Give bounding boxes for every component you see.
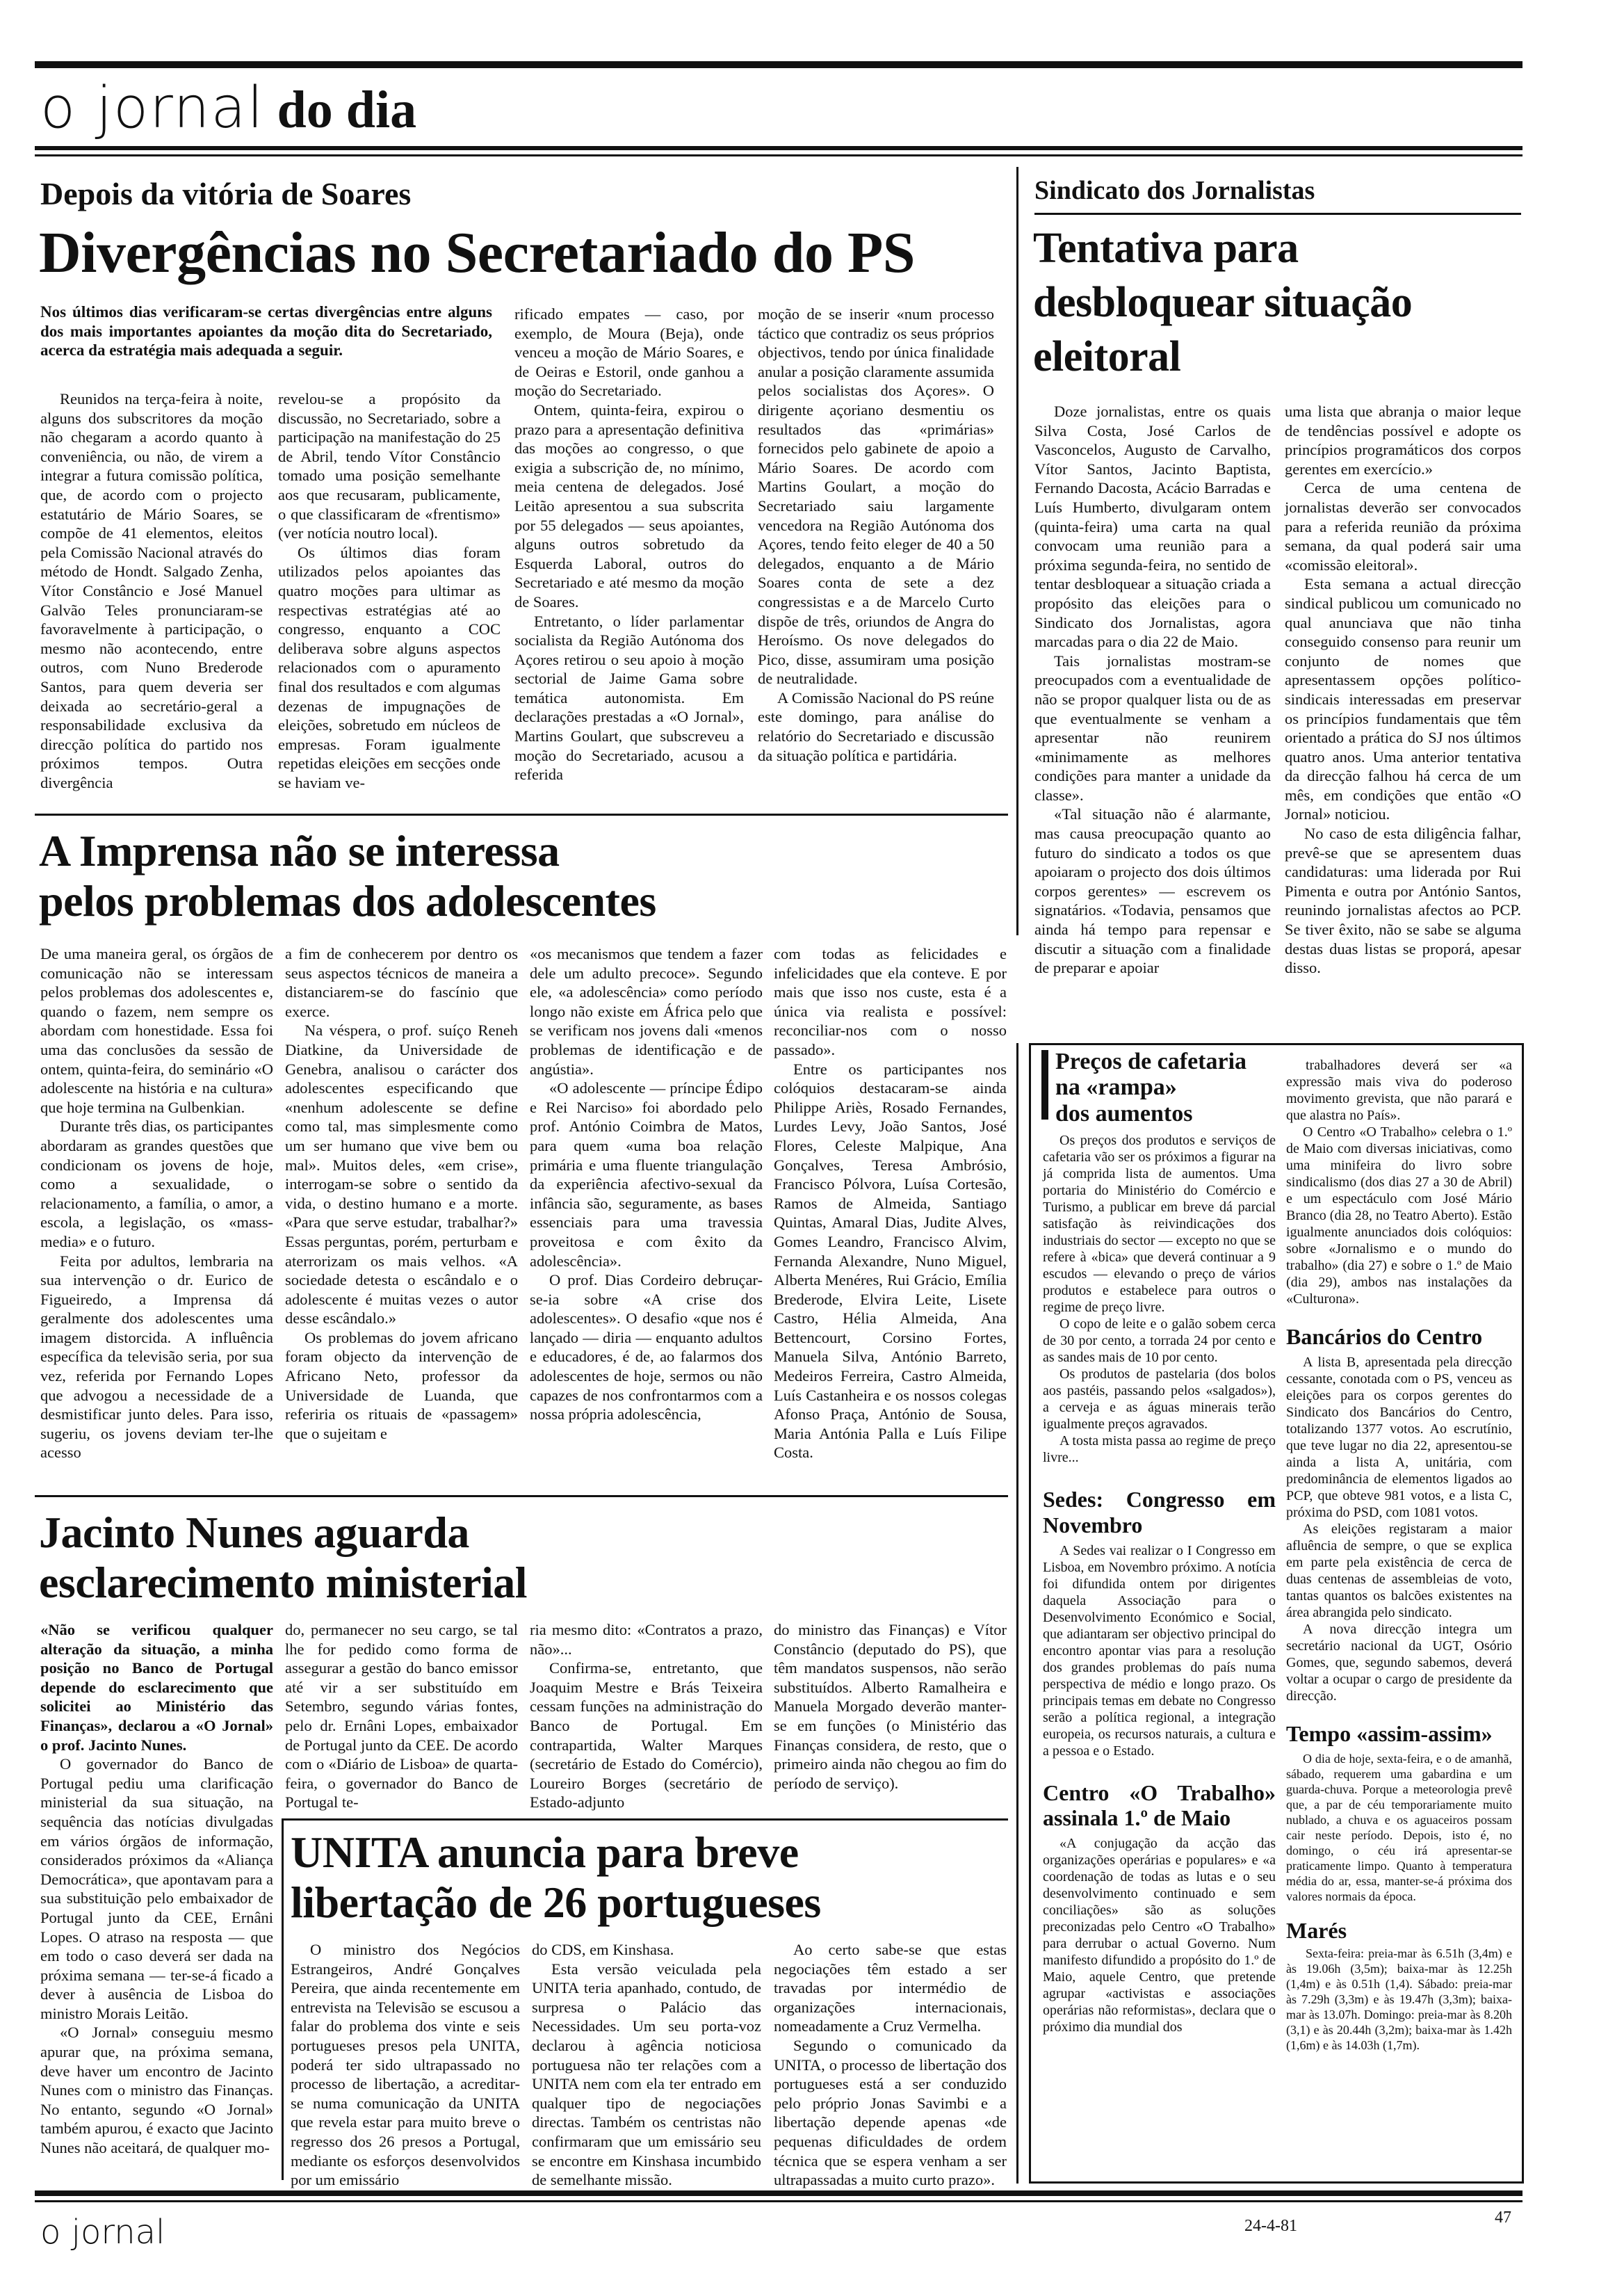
art4-col3	[530, 1620, 763, 1812]
art5-col1	[291, 1940, 520, 2190]
art5-headline-line1: UNITA anuncia para breve	[291, 1827, 799, 1877]
mares-paragraph: Sexta-feira: preia-mar às 6.51h (3,4m) e às 19.06h (3,5m); baixa-mar às 12.25h (1,4m) e às 0.51h (1,4). Sábado: preia-mar às 7.29h (3,3m) e às 19.47h (3,3m); baixa-mar às 13.07h. Domingo: preia-mar às 8.20h (3,1) e às 20.44h (3,2m); baixa-mar às 1.42h (1,6m) e às 14.03h (1,7m).	[1286, 1946, 1512, 2053]
bancarios-paragraph: As eleições registaram a maior afluência de sempre, o que se explica em parte pela existência de cerca de duas centenas de assembleias de voto, tantas quantos os balcões existentes na área abrangida pelo sindicato.	[1286, 1521, 1512, 1620]
footer-rule	[35, 2190, 1522, 2196]
separator	[35, 1495, 1008, 1497]
art1-kicker: Depois da vitória de Soares	[40, 176, 412, 211]
art5-paragraph: Segundo o comunicado da UNITA, o processo de libertação dos portugueses está a ser conduzido pelo próprio Jonas Savimbi e a libertação depende apenas «de pequenas dificuldades de ordem técnica que se espera venham a ser ultrapassadas a muito curto prazo».	[774, 2036, 1007, 2189]
art3-col4	[774, 944, 1007, 1462]
masthead-logo: o jornal	[40, 75, 265, 141]
art3-paragraph: De uma maneira geral, os órgãos de comunicação não se interessam pelos problemas dos adolescentes e, quando o fazem, nem sempre os abordam com honestidade. Essa foi uma das conclusões da sessão de ontem, quinta-feira, do seminário «O adolescente na história e na cultura» que hoje termina na Gulbenkian.	[40, 945, 273, 1116]
art5-col3	[774, 1940, 1007, 2190]
art3-col1	[40, 944, 273, 1462]
art4-lead: «Não se verificou qualquer alteração da situação, a minha posição no Banco de Portugal depende do esclarecimento que solicitei ao Ministério das Finanças», declarou a «O Jornal» o prof. Jacinto Nunes.	[40, 1621, 273, 1754]
art3-paragraph: O prof. Dias Cordeiro debruçar-se-ia sobre «A crise dos adolescentes». O desafio «que nos é lançado — diria — enquanto adultos e educadores, é de, ao falarmos dos adolescentes de hoje, sermos ou não capazes de nos confrontarmos com a nossa própria adolescência,	[530, 1271, 763, 1423]
box-paragraph: Os produtos de pastelaria (dos bolos aos pastéis, passando pelos «salgados»), a cerveja e as águas minerais terão igualmente preços agravados.	[1043, 1366, 1276, 1432]
art4-paragraph: Confirma-se, entretanto, que Joaquim Mestre e Brás Teixeira cessam funções na administração do Banco de Portugal. Em contrapartida, Walter Marques (secretário de Estado do Comércio), Loureiro Borges (secretário de Estado-adjunto	[530, 1659, 763, 1811]
art1-paragraph: Os últimos dias foram utilizados pelos apoiantes das quatro moções para ultimar as respectivas estratégias até ao congresso, enquanto a COC deliberava sobre alguns aspectos relacionados com o apuramento final dos resultados e com algumas dezenas de impugnações de eleições, sobretudo em núcleos de empresas. Foram igualmente repetidas eleições em secções onde se haviam ve-	[278, 543, 501, 791]
art1-col2	[278, 389, 501, 792]
art4-paragraph: do ministro das Finanças) e Vítor Constâncio (deputado do PS), que têm mandatos suspensos, não serão substituídos. Alberto Ramalheira e Manuela Morgado deverão manter-se em funções (o Ministério das Finanças considera, de resto, que o primeiro ainda não chegou ao fim do período de serviço).	[774, 1621, 1007, 1792]
sedes-title: Sedes: Congresso em Novembro	[1043, 1487, 1276, 1538]
art3-paragraph: Na véspera, o prof. suíço Reneh Diatkine, da Universidade de Genebra, analisou o carácter dos adolescentes especificando que «nenhum adolescente se define como tal, mas simplesmente como um ser humano que vive bem ou mal». Muitos deles, «em crise», interrogam-se sobre o sentido da vida, o destino humano e a morte. «Para que serve estudar, trabalhar?» Essas perguntas, porém, perturbam e aterrorizam os mais velhos. «A sociedade detesta o escândalo e o adolescente é muitas vezes o autor desse escândalo.»	[285, 1022, 518, 1327]
footer-rule-thin	[35, 2200, 1522, 2202]
art2-paragraph: Cerca de uma centena de jornalistas deverão ser convocados para a referida reunião da próxima semana, da qual poderá sair uma «comissão eleitoral».	[1285, 479, 1521, 574]
box-paragraph: O Centro «O Trabalho» celebra o 1.º de Maio com diversas iniciativas, como uma minifeira do livro sobre sindicalismo (dos dias 27 a 30 de Abril) e um espectáculo com José Mário Branco (dia 28, no Teatro Aberto). Estão igualmente anunciados dois colóquios: sobre «Jornalismo e o mundo do trabalho» (dia 27) e sobre o 1.º de Maio (dia 29), ambos nas instalações da «Culturona».	[1286, 1124, 1512, 1307]
masthead-bottom-rule-thin	[35, 154, 1522, 156]
art2-paragraph: Tais jornalistas mostram-se preocupados com a eventualidade de não se propor qualquer lista ou de as que eventualmente se venham a apresentar não reunirem «minimamente as melhores condições para manter a unidade da classe».	[1034, 652, 1271, 804]
mares-title: Marés	[1286, 1917, 1347, 1943]
tempo-title: Tempo «assim-assim»	[1286, 1720, 1493, 1746]
art3-col3	[530, 944, 763, 1424]
art4-paragraph: ria mesmo dito: «Contratos a prazo, não»...	[530, 1621, 763, 1658]
art2-paragraph: Esta semana a actual direcção sindical publicou um comunicado no qual anunciava que não tinha conseguido consenso para reunir um conjunto de nomes que apresentassem opções político-sindicais interessadas em preservar os princípios fundamentais que têm orientado a prática do SJ nos últimos quatro anos. Uma anterior tentativa da direcção falhou há cerca de um mês, em condições que então «O Jornal» noticiou.	[1285, 575, 1521, 823]
art1-col4	[758, 305, 994, 765]
art2-col1	[1034, 402, 1271, 978]
art1-lead: Nos últimos dias verificaram-se certas divergências entre alguns dos mais importantes apoiantes da moção dita do Secretariado, acerca da estratégia mais adequada a seguir.	[40, 303, 492, 360]
centro-title: Centro «O Trabalho» assinala 1.º de Maio	[1043, 1779, 1276, 1831]
box-title	[1055, 1049, 1285, 1127]
art3-paragraph: com todas as felicidades e infelicidades que ela conteve. E por mais que isso nos custe, esta é a única via realista e possível: reconciliar-nos com o nosso passado».	[774, 945, 1007, 1058]
art3-paragraph: Entre os participantes nos colóquios destacaram-se ainda Philippe Ariès, Rosado Fernandes, Lurdes Levy, João Santos, José Flores, Celeste Malpique, Ana Gonçalves, Teresa Ambrósio, Francisco Pólvora, Luísa Cortesão, Ramos de Almeida, Santiago Quintas, Amaral Dias, Judite Alves, Gomes Leandro, Francisco Alvim, Fernanda Alexandre, Nuno Miguel, Alberta Menéres, Rui Grácio, Emília Brederode, Elvira Leite, Lisete Castro, Hélia Almeida, Ana Bettencourt, Corsino Fortes, Manuela Silva, António Barreto, Medeiros Ferreira, Castro Almeida, Luís Castanheira e os nossos colegas Afonso Praça, António de Sousa, Maria Antónia Palla e Luís Filipe Costa.	[774, 1060, 1007, 1462]
sedes-paragraph: A Sedes vai realizar o I Congresso em Lisboa, em Novembro próximo. A notícia foi difundida ontem por dirigentes daquela Associação para o Desenvolvimento Económico e Social, que adiantaram ser objectivo principal do encontro apontar vias para a resolução dos grandes problemas do país numa perspectiva de médio e longo prazo. Os principais temas em debate no Congresso serão a política regional, a integração europeia, os recursos naturais, a cultura e a pessoa e o Estado.	[1043, 1542, 1276, 1759]
art4-headline-line1: Jacinto Nunes aguarda	[39, 1508, 469, 1557]
art1-headline: Divergências no Secretariado do PS	[39, 220, 915, 285]
art2-paragraph: uma lista que abranja o maior leque de tendências possível e adopte os princípios programáticos dos corpos gerentes em exercício.»	[1285, 403, 1521, 478]
art1-lead-col	[40, 302, 492, 360]
separator	[35, 814, 1008, 816]
art1-paragraph: Entretanto, o líder parlamentar socialista da Região Autónoma dos Açores retirou o seu apoio à moção sectorial de Jaime Gama sobre temática autonomista. Em declarações prestadas a «O Jornal», Martins Goulart, que subscreveu a moção do Secretariado, acusou a referida	[514, 612, 744, 784]
art1-paragraph: Reunidos na terça-feira à noite, alguns dos subscritores da moção não chegaram a acordo quanto à conveniência, ou não, de virem a integrar a futura comissão política, que, de acordo com o projecto estatutário de Mário Soares, se compõe de 41 elementos, eleitos pela Comissão Nacional através do método de Hondt. Salgado Zenha, Vítor Constâncio e José Manuel Galvão Teles pronunciaram-se favoravelmente à participação, o mesmo não acontecendo, entre outros, com Nuno Brederode Santos, para quem deveria ser deixada ao secretário-geral a responsabilidade exclusiva da direcção política do partido nos próximos tempos. Outra divergência	[40, 390, 263, 791]
box-paragraph: A tosta mista passa ao regime de preço livre...	[1043, 1433, 1276, 1465]
footer-page-number: 47	[1495, 2209, 1511, 2227]
art2-col2	[1285, 402, 1521, 978]
art4-col4	[774, 1620, 1007, 1793]
art5-headline-line2: libertação de 26 portugueses	[291, 1878, 821, 1927]
art2-paragraph: «Tal situação não é alarmante, mas causa preocupação quanto ao futuro do sindicato a todos os que apoiaram o projecto dos dois últimos corpos gerentes» — escrevem os signatários. «Todavia, pensamos que ainda há tempo para repensar e discutir a situação com a finalidade de preparar e apoiar	[1034, 805, 1271, 977]
art5-paragraph: Ao certo sabe-se que estas negociações têm estado a ser travadas por intermédio de organizações internacionais, nomeadamente a Cruz Vermelha.	[774, 1941, 1007, 2035]
art1-paragraph: A Comissão Nacional do PS reúne este domingo, para análise do relatório do Secretariado e discussão da situação política e partidária.	[758, 688, 994, 764]
art2-paragraph: No caso de esta diligência falhar, prevê-se que se apresentem duas candidaturas: uma liderada por Rui Pimenta e outra por António Santos, reunindo jornalistas afectos ao PCP. Se tiver êxito, não se sabe se alguma destas duas listas se proporá, apesar disso.	[1285, 825, 1521, 977]
column-divider-upper	[1016, 167, 1018, 935]
art3-paragraph: Feita por adultos, lembraria na sua intervenção o dr. Eurico de Figueiredo, a Imprensa dá geralmente dos adolescentes uma imagem distorcida. A influência específica da televisão seria, por sua vez, referida por Fernando Lopes que advogou a necessidade de a desmistificar junto deles. Para isso, sugeriu, os jovens deviam ter-lhe acesso	[40, 1252, 273, 1462]
art3-paragraph: «O adolescente — príncipe Édipo e Rei Narciso» foi abordado pelo prof. António Coimbra de Matos, para quem «uma boa relação primária e uma fluente triangulação da experiência afectivo-sexual da infância são, seguramente, as bases essenciais para uma travessia proveitosa e com êxito da adolescência».	[530, 1079, 763, 1270]
art2-paragraph: Doze jornalistas, entre os quais Silva Costa, José Carlos de Vasconcelos, Augusto de Carvalho, Vítor Santos, Jacinto Baptista, Fernando Dacosta, Acácio Barradas e Luís Humberto, divulgaram ontem (quinta-feira) uma carta na qual convocam uma reunião para a próxima segunda-feira, no sentido de tentar desbloquear a situação criada a propósito das eleições para o Sindicato dos Jornalistas, agora marcadas para o dia 22 de Maio.	[1034, 403, 1271, 651]
art3-paragraph: Durante três dias, os participantes abordaram as grandes questões que condicionam os jovens de hoje, como a sexualidade, o relacionamento, a família, o amor, a escola, a legislação, os «mass-media» e o futuro.	[40, 1117, 273, 1250]
art4-headline-line2: esclarecimento ministerial	[39, 1558, 528, 1607]
box-paragraph: Os preços dos produtos e serviços de cafetaria vão ser os próximos a figurar na já comprida lista de aumentos. Uma portaria do Ministério do Comércio e Turismo, a publicar em breve dá parcial satisfação às reivindicações dos industriais do sector — excepto no que se refere à «bica» que deverá continuar a 9 escudos — elevando o preço de vários produtos e estabelece para outros o regime de preço livre.	[1043, 1133, 1276, 1315]
column-divider-lower	[1016, 1043, 1018, 2184]
art2-kicker: Sindicato dos Jornalistas	[1034, 176, 1315, 205]
art4-paragraph: O governador do Banco de Portugal pediu uma clarificação ministerial da sua situação, na sequência das notícias divulgadas em vários órgãos de informação, considerados próximos da «Aliança Democrática», que apontavam para a sua substituição pelo embaixador de Portugal junto da CEE, Ernâni Lopes. O atraso na resposta — que em todo o caso deverá ser dada na próxima semana — ter-se-á ficado a dever à ausência de Lisboa do ministro Morais Leitão.	[40, 1755, 273, 2022]
art2-headline: Tentativa para desbloquear situação eleitoral	[1033, 225, 1413, 380]
art5-paragraph: O ministro dos Negócios Estrangeiros, André Gonçalves Pereira, que ainda recentemente em entrevista na Televisão se escusou a falar do problema dos vinte e seis portugueses presos pela UNITA, poderá ter sido ultrapassado no processo de libertação, a acreditar-se numa comunicação da UNITA que revela estar para muito breve o regresso dos 26 presos a Portugal, mediante os esforços desenvolvidos por um emissário	[291, 1941, 520, 2189]
art1-paragraph: Ontem, quinta-feira, expirou o prazo para a apresentação definitiva das moções ao congresso, o que exigia a subscrição de, no mínimo, meia centena de delegados. José Leitão apresentou a sua subscrita por 55 delegados — seus apoiantes, alguns outros sobretudo da Esquerda Laboral, outros do Secretariado e até mesmo da moção de Soares.	[514, 401, 744, 611]
art3-headline-line1: A Imprensa não se interessa	[39, 826, 560, 875]
art3-paragraph: a fim de conhecerem por dentro os seus aspectos técnicos de maneira a distanciarem-se do fascínio que exerce.	[285, 945, 518, 1020]
art1-paragraph: moção de se inserir «num processo táctico que contradiz os seus próprios objectivos, tendo por única finalidade anular a posição claramente assumida pelos socialistas dos Açores». O dirigente açoriano desmentiu os resultados das «primárias» fornecidos pelo gabinete de apoio a Mário Soares. De acordo com Martins Goulart, a moção do Secretariado saiu largamente vencedora na Região Autónoma dos Açores, tendo feito eleger de 40 a 50 delegados, enquanto a de Mário Soares conta de sete a dez congressistas e a de Marcelo Curto dispõe de três, oriundos de Angra do Heroísmo. Os nove delegados do Pico, disse, assumiram uma posição de neutralidade.	[758, 305, 994, 688]
art3-paragraph: «os mecanismos que tendem a fazer dele um adulto precoce». Segundo ele, «a adolescência» como período longo não existe em África pelo que se verificam nos jovens dali «menos problemas de identificação e de angústia».	[530, 945, 763, 1078]
box-paragraph: trabalhadores deverá ser «a expressão mais viva do poderoso movimento grevista, que não parará e que alastra no País».	[1286, 1058, 1512, 1123]
art3-col2	[285, 944, 518, 1443]
box-col2	[1286, 1057, 1512, 2053]
art4-paragraph: do, permanecer no seu cargo, se tal lhe for pedido como forma de assegurar a gestão do banco emissor até vir a ser substituído em Setembro, segundo várias fontes, pelo dr. Ernâni Lopes, embaixador de Portugal junto da CEE. De acordo com o «Diário de Lisboa» de quarta-feira, o governador do Banco de Portugal te-	[285, 1621, 518, 1811]
art5-col2	[532, 1940, 761, 2190]
box-col1	[1043, 1132, 1276, 2035]
footer-logo: o jornal	[40, 2213, 165, 2252]
art3-headline-line2: pelos problemas dos adolescentes	[39, 876, 656, 926]
bancarios-paragraph: A nova direcção integra um secretário nacional da UGT, Osório Gomes, que, segundo sabemos, deverá voltar a ocupar o cargo de presidente da direcção.	[1286, 1621, 1512, 1704]
art4-col1	[40, 1620, 273, 2158]
box-title-line3: dos aumentos	[1055, 1100, 1193, 1127]
art4-paragraph: «O Jornal» conseguiu mesmo apurar que, na próxima semana, deve haver um encontro de Jacinto Nunes com o ministro das Finanças. No entanto, segundo «O Jornal» também apurou, é exacto que Jacinto Nunes não aceitará, de qualquer mo-	[40, 2024, 273, 2157]
tempo-paragraph: O dia de hoje, sexta-feira, e o de amanhã, sábado, requerem uma gabardina e um guarda-chuva. Porque a meteorologia prevê que, a par de céu temporariamente muito nublado, a chuva e os aguaceiros possam cair neste período. Depois, isto é, no domingo, o céu irá apresentar-se praticamente limpo. Quanto à temperatura média do ar, essa, manter-se-á próxima dos valores normais da época.	[1286, 1751, 1512, 1903]
bancarios-title: Bancários do Centro	[1286, 1324, 1483, 1349]
bancarios-paragraph: A lista B, apresentada pela direcção cessante, conotada com o PS, venceu as eleições para os corpos gerentes do Sindicato dos Bancários do Centro, totalizando 1377 votos. Ao escrutínio, que teve lugar no dia 22, apresentou-se ainda a lista A, unitária, com predominância de elementos ligados ao PCP, que obteve 981 votos, e a lista C, próxima do PSD, com 1081 votos.	[1286, 1354, 1512, 1520]
art5-paragraph: do CDS, em Kinshasa.	[532, 1941, 674, 1958]
box-title-line2: na «rampa»	[1055, 1074, 1177, 1101]
box-title-bar	[1041, 1050, 1048, 1120]
art1-paragraph: rificado empates — caso, por exemplo, de Moura (Beja), onde venceu a moção de Mário Soares, e de Oeiras e Estoril, onde ganhou a moção do Secretariado.	[514, 305, 744, 400]
art5-paragraph: Esta versão veiculada pela UNITA teria apanhado, contudo, de surpresa o Palácio das Necessidades. Um seu porta-voz declarou à agência noticiosa portuguesa não ter relações com a UNITA nem com ela ter entrado em qualquer tipo de negociações directas. Também os centristas não confirmaram que um emissário seu se encontre em Kinshasa incumbido de semelhante missão.	[532, 1960, 761, 2189]
masthead-top-rule	[35, 61, 1522, 68]
box-paragraph: O copo de leite e o galão sobem cerca de 30 por cento, a torrada 24 por cento e as sandes mais de 10 por cento.	[1043, 1316, 1276, 1365]
art2-rule	[1034, 213, 1521, 215]
art3-paragraph: Os problemas do jovem africano foram objecto da intervenção de Africano Neto, professor da Universidade de Luanda, que referiria os rituais de «passagem» que o sujeitam e	[285, 1328, 518, 1442]
masthead-section: do dia	[277, 81, 417, 139]
masthead	[40, 75, 416, 141]
art1-col1	[40, 389, 263, 792]
art4-col2	[285, 1620, 518, 1812]
art1-paragraph: revelou-se a propósito da discussão, no Secretariado, sobre a participação na manifestação do 25 de Abril, tendo Vítor Constâncio tomado uma posição semelhante aos que recusaram, publicamente, o que classificaram de «frentismo» (ver notícia noutro local).	[278, 390, 501, 542]
footer-date: 24-4-81	[1244, 2217, 1297, 2235]
centro-paragraph: «A conjugação da acção das organizações operárias e populares» e «a coordenação de todas as lutas e o seu desenvolvimento continuado e sem conciliações» são as soluções preconizadas pelo Centro «O Trabalho» para derrubar o actual Governo. Num manifesto difundido a propósito do 1.º de Maio, aquele Centro, que pretende agrupar «activistas e associações operárias não reformistas», declara que o próximo dia mundial dos	[1043, 1836, 1276, 2035]
art1-col3	[514, 305, 744, 784]
masthead-bottom-rule	[35, 146, 1522, 150]
box-title-line1: Preços de cafetaria	[1055, 1049, 1247, 1074]
